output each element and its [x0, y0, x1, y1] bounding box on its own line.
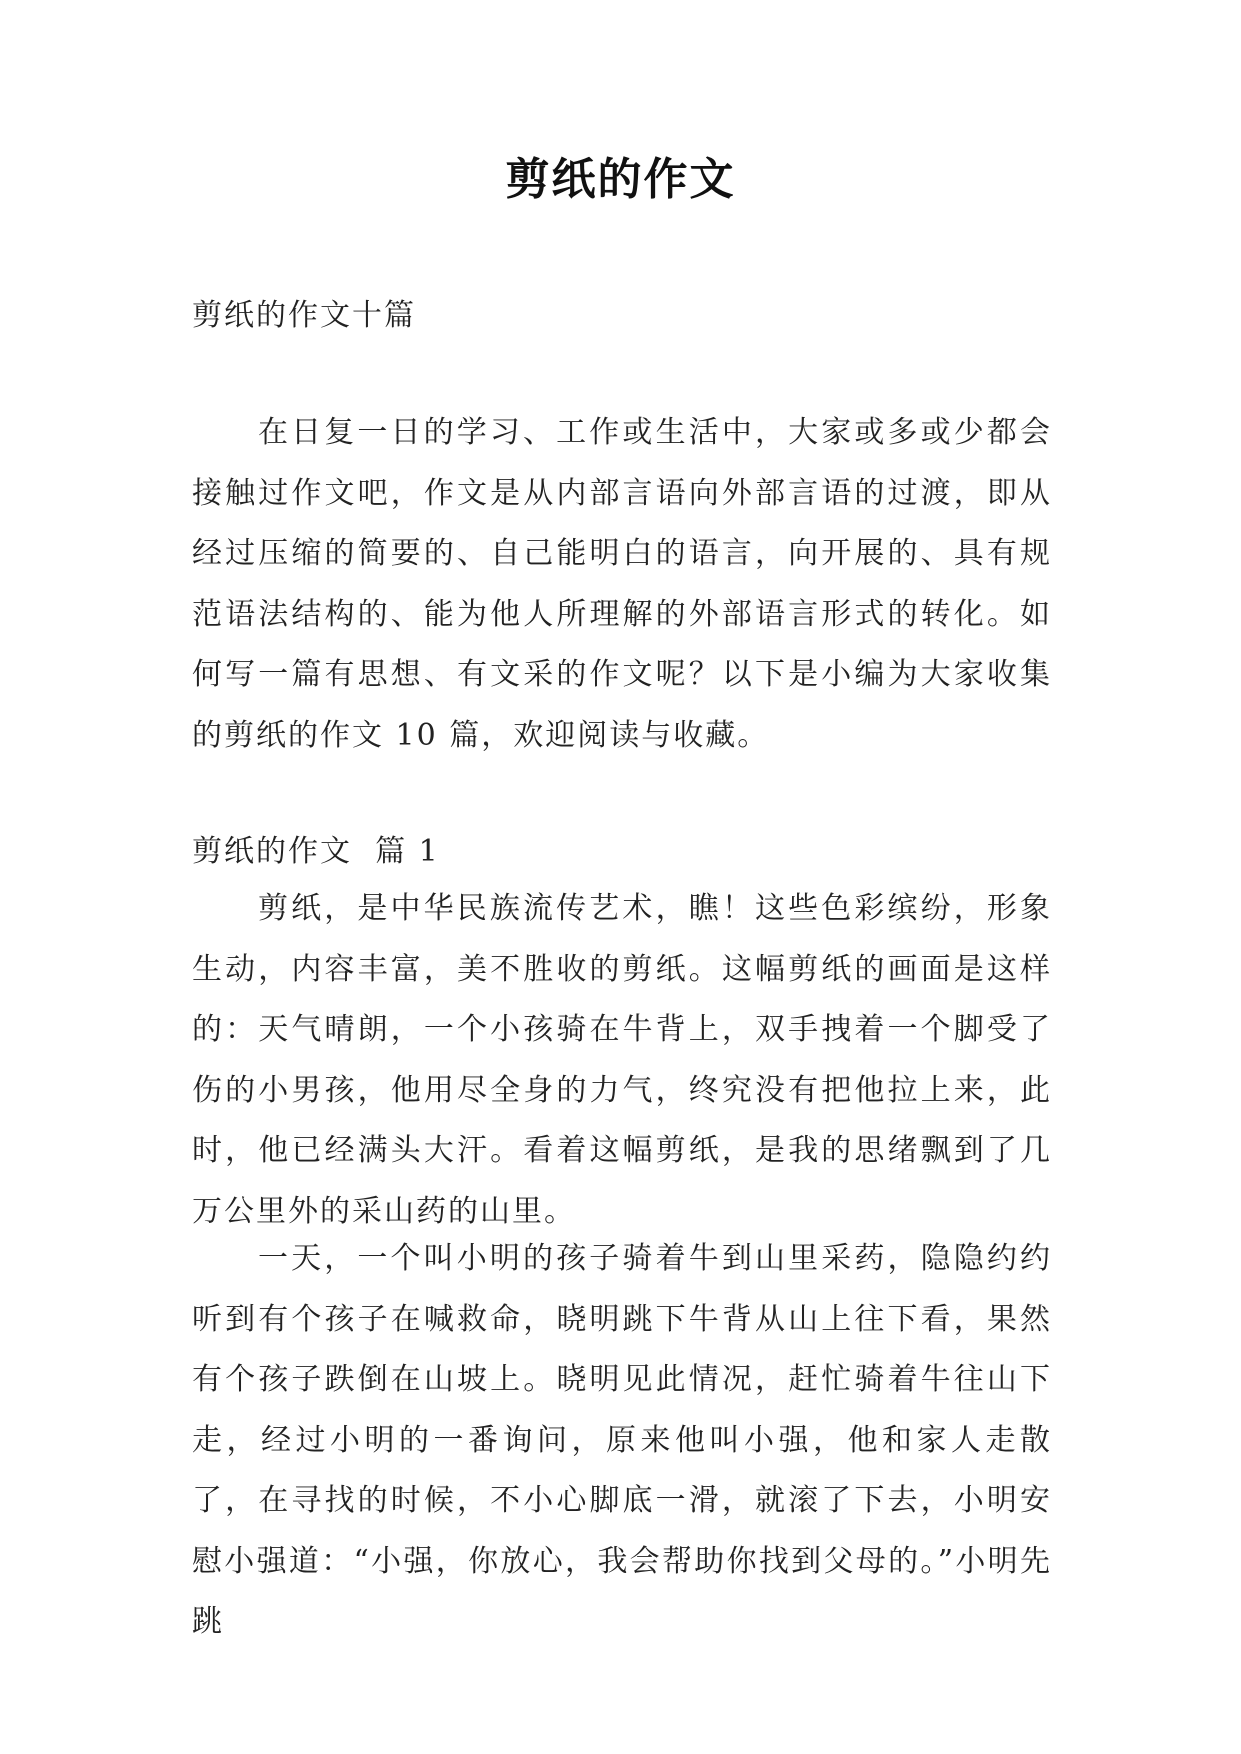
section-heading: 剪纸的作文 篇 1	[192, 834, 440, 869]
body-paragraph-2: 一天，一个叫小明的孩子骑着牛到山里采药，隐隐约约听到有个孩子在喊救命，晓明跳下牛背从山上往下看，果然有个孩子跌倒在山坡上。晓明见此情况，赶忙骑着牛往山下走，经过小明的一番询问，原来他叫小强，他和家人走散了，在寻找的时候，不小心脚底一滑，就滚了下去，小明安慰小强道：“小强，你放心，我会帮助你找到父母的。”小明先跳	[192, 1241, 1052, 1639]
body-paragraph-1: 剪纸，是中华民族流传艺术，瞧！这些色彩缤纷，形象生动，内容丰富，美不胜收的剪纸。这幅剪纸的画面是这样的：天气晴朗，一个小孩骑在牛背上，双手拽着一个脚受了伤的小男孩，他用尽全身的力气，终究没有把他拉上来，此时，他已经满头大汗。看着这幅剪纸，是我的思绪飘到了几万公里外的采山药的山里。	[192, 891, 1052, 1229]
intro-paragraph: 在日复一日的学习、工作或生活中，大家或多或少都会接触过作文吧，作文是从内部言语向外部言语的过渡，即从经过压缩的简要的、自己能明白的语言，向开展的、具有规范语法结构的、能为他人所理解的外部语言形式的转化。如何写一篇有思想、有文采的作文呢？以下是小编为大家收集的剪纸的作文 10 篇，欢迎阅读与收藏。	[192, 415, 1052, 753]
document-subtitle: 剪纸的作文十篇	[192, 298, 416, 333]
page-title: 剪纸的作文	[505, 154, 736, 205]
